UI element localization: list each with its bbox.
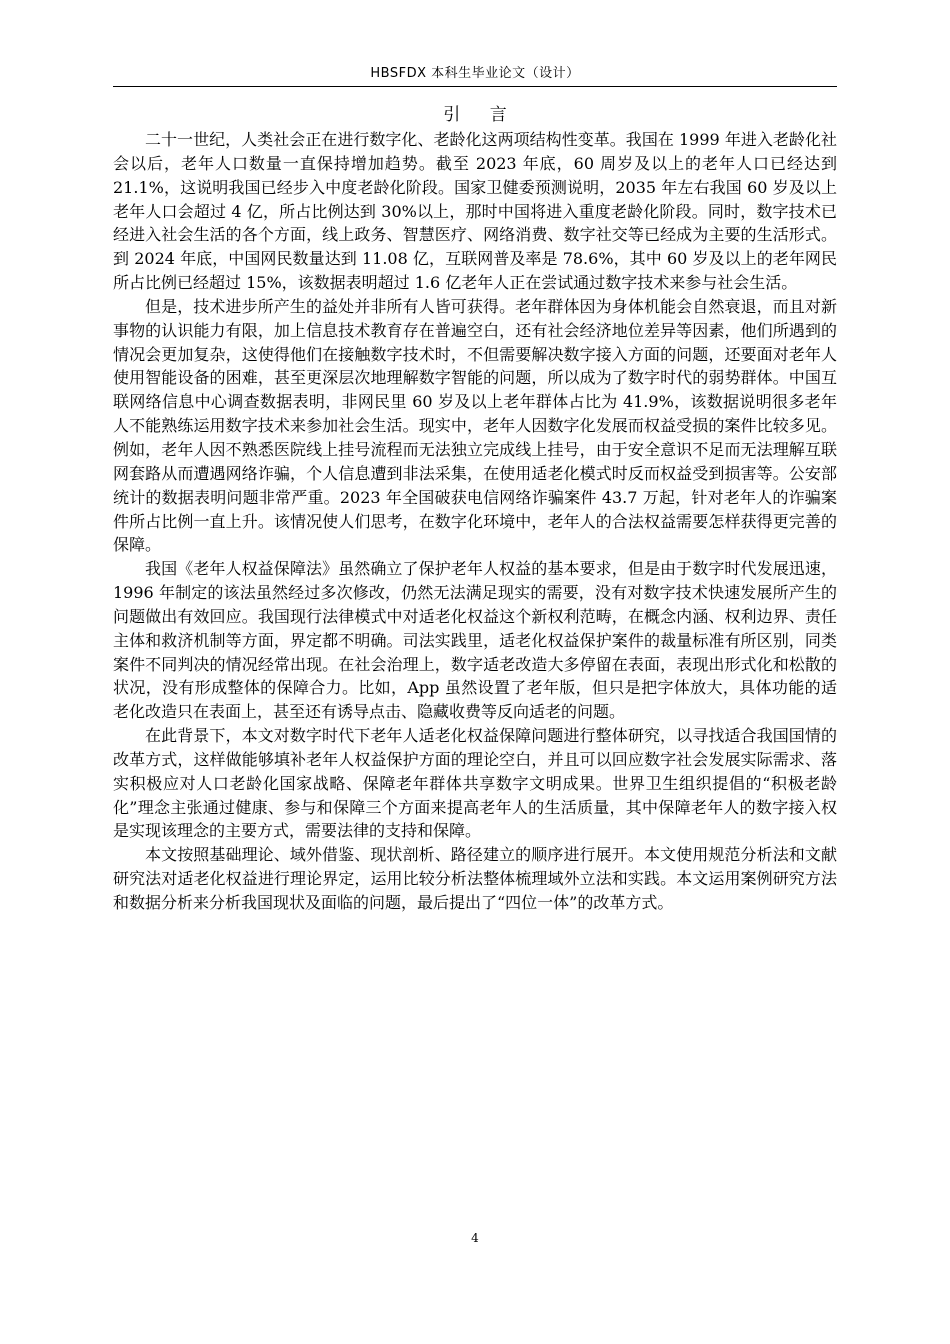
page-number: 4: [471, 1231, 479, 1245]
running-header: HBSFDX 本科生毕业论文（设计）: [370, 66, 580, 81]
header-rule: [113, 86, 837, 87]
paragraph: 在此背景下，本文对数字时代下老年人适老化权益保障问题进行整体研究，以寻找适合我国国情的改革方式，这样做能够填补老年人权益保护方面的理论空白，并且可以回应数字社会发展实际需求、落实积极应对人口老龄化国家战略、保障老年群体共享数字文明成果。世界卫生组织提倡的“积极老龄化”理念主张通过健康、参与和保障三个方面来提高老年人的生活质量，其中保障老年人的数字接入权是实现该理念的主要方式，需要法律的支持和保障。: [113, 726, 837, 841]
paragraph: 本文按照基础理论、域外借鉴、现状剖析、路径建立的顺序进行展开。本文使用规范分析法和文献研究法对适老化权益进行理论界定，运用比较分析法整体梳理域外立法和实践。本文运用案例研究方法和数据分析来分析我国现状及面临的问题，最后提出了“四位一体”的改革方式。: [113, 845, 837, 912]
section-title: 引 言: [443, 105, 519, 125]
body-text: [113, 128, 837, 915]
paragraph: 但是，技术进步所产生的益处并非所有人皆可获得。老年群体因为身体机能会自然衰退，而且对新事物的认识能力有限，加上信息技术教育存在普遍空白，还有社会经济地位差异等因素，他们所遇到的情况会更加复杂，这使得他们在接触数字技术时，不但需要解决数字接入方面的问题，还要面对老年人使用智能设备的困难，甚至更深层次地理解数字智能的问题，所以成为了数字时代的弱势群体。中国互联网络信息中心调查数据表明，非网民里 60 岁及以上老年群体占比为 41.9%，该数据说明很多老年人不能熟练运用数字技术来参加社会生活。现实中，老年人因数字化发展而权益受损的案件比较多见。例如，老年人因不熟悉医院线上挂号流程而无法独立完成线上挂号，由于安全意识不足而无法理解互联网套路从而遭遇网络诈骗，个人信息遭到非法采集，在使用适老化模式时反而权益受到损害等。公安部统计的数据表明问题非常严重。2023 年全国破获电信网络诈骗案件 43.7 万起，针对老年人的诈骗案件所占比例一直上升。该情况使人们思考，在数字化环境中，老年人的合法权益需要怎样获得更完善的保障。: [113, 296, 837, 555]
paragraph: 我国《老年人权益保障法》虽然确立了保护老年人权益的基本要求，但是由于数字时代发展迅速，1996 年制定的该法虽然经过多次修改，仍然无法满足现实的需要，没有对数字技术快速发展所产生的问题做出有效回应。我国现行法律模式中对适老化权益这个新权利范畴，在概念内涵、权利边界、责任主体和救济机制等方面，界定都不明确。司法实践里，适老化权益保护案件的裁量标准有所区别，同类案件不同判决的情况经常出现。在社会治理上，数字适老改造大多停留在表面，表现出形式化和松散的状况，没有形成整体的保障合力。比如，App 虽然设置了老年版，但只是把字体放大，具体功能的适老化改造只在表面上，甚至还有诱导点击、隐藏收费等反向适老的问题。: [113, 559, 837, 722]
paragraph: 二十一世纪，人类社会正在进行数字化、老龄化这两项结构性变革。我国在 1999 年进入老龄化社会以后，老年人口数量一直保持增加趋势。截至 2023 年底，60 周岁及以上的老年人口已经达到 21.1%，这说明我国已经步入中度老龄化阶段。国家卫健委预测说明，2035 年左右我国 60 岁及以上老年人口会超过 4 亿，所占比例达到 30%以上，那时中国将进入重度老龄化阶段。同时，数字技术已经进入社会生活的各个方面，线上政务、智慧医疗、网络消费、数字社交等已经成为主要的生活形式。到 2024 年底，中国网民数量达到 11.08 亿，互联网普及率是 78.6%，其中 60 岁及以上的老年网民所占比例已经超过 15%，该数据表明超过 1.6 亿老年人正在尝试通过数字技术来参与社会生活。: [113, 130, 837, 293]
